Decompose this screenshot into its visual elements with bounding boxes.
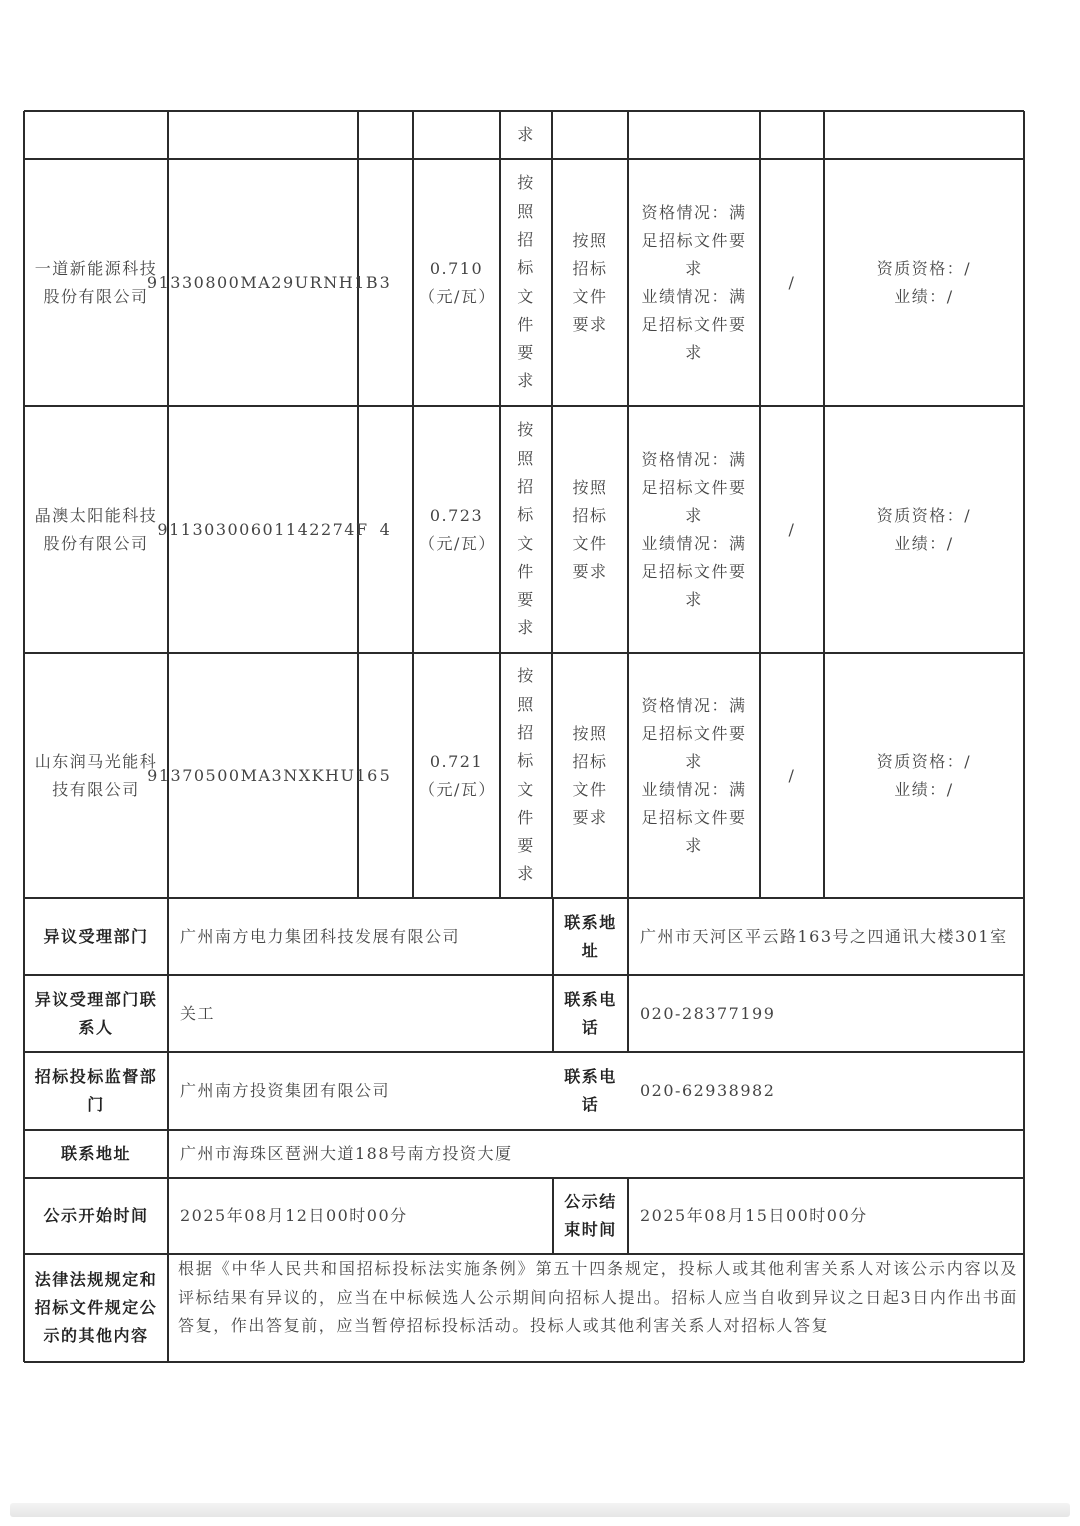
deviation-cell: [760, 653, 824, 898]
objection-contact-value: 关工: [180, 1003, 216, 1023]
price-unit: （元/瓦）: [419, 286, 496, 306]
rank-cell: [358, 159, 413, 406]
vertical-char: 标: [517, 505, 535, 525]
phone-value-1: 020-28377199: [640, 1003, 776, 1023]
company-name-text: 晶澳太阳能科技股份有限公司: [34, 505, 158, 553]
bid-price-cell: [413, 159, 500, 406]
business-response-cell: [500, 406, 552, 653]
phone-label-2: 联系电话: [564, 1067, 617, 1114]
objection-dept-value: 广州南方电力集团科技发展有限公司: [180, 926, 461, 946]
phone-label-1: 联系电话: [564, 989, 617, 1037]
business-response-cell: [500, 159, 552, 406]
qualification-status: 资格情况：满足招标文件要求: [641, 695, 747, 771]
end-time-value: 2025年08月15日00时00分: [640, 1206, 868, 1225]
credit-code-text: 91370500MA3NXKHU16: [147, 765, 379, 785]
rank-cell: [358, 653, 413, 898]
bid-result-table: [24, 111, 1024, 1362]
vertical-char: 件: [517, 561, 535, 581]
technical-response-cell: [552, 159, 628, 406]
start-time-label: 公示开始时间: [43, 1206, 149, 1225]
objection-dept-label: 异议受理部门: [43, 926, 149, 946]
deviation-text: /: [788, 765, 796, 785]
deviation-text: /: [788, 519, 796, 539]
deviation-cell: [760, 159, 824, 406]
price-value: 0.710: [429, 258, 484, 278]
vertical-char: 要: [517, 343, 535, 363]
contact-address-value: 广州市天河区平云路163号之四通讯大楼301室: [640, 926, 1008, 946]
vertical-char: 件: [517, 314, 535, 334]
vertical-char: 求: [517, 618, 535, 638]
credit-code-cell: [146, 159, 380, 406]
performance-status: 业绩情况：满足招标文件要求: [641, 779, 747, 855]
credit-code-cell: [147, 653, 379, 898]
certification-cell: [824, 653, 1024, 898]
legal-text: 根据《中华人民共和国招标投标法实施条例》第五十四条规定，投标人或其他利害关系人对该公示内容以及评标结果有异议的，应当在中标候选人公示期间向招标人提出。招标人应当自收到异议之日起3日内作出书面答复，作出答复前，应当暂停招标投标活动。投标人或其他利害关系人对招标人答复: [178, 1259, 1018, 1335]
certification-cell: [824, 406, 1024, 653]
address2-label: 联系地址: [60, 1144, 131, 1163]
technical-response-text: 按照招标文件要求: [572, 477, 608, 581]
rank-text: 5: [379, 765, 392, 785]
performance-status: 业绩情况：满足招标文件要求: [641, 533, 747, 609]
qualification-review-cell: [628, 653, 760, 898]
deviation-cell: [760, 406, 824, 653]
vertical-char: 要: [517, 590, 535, 610]
price-unit: （元/瓦）: [419, 533, 496, 553]
deviation-text: /: [788, 272, 796, 292]
vertical-char: 照: [517, 201, 535, 221]
technical-response-text: 按照招标文件要求: [572, 723, 608, 827]
cert-performance: 业绩：/: [894, 779, 954, 799]
vertical-char: 件: [517, 807, 535, 827]
bid-price-cell: [413, 653, 500, 898]
vertical-char: 文: [517, 533, 535, 553]
technical-response-cell: [552, 653, 628, 898]
credit-code-text: 91330800MA29URNH1B: [146, 272, 380, 292]
qualification-status: 资格情况：满足招标文件要求: [641, 202, 747, 278]
vertical-char: 招: [517, 722, 535, 742]
header-tail-text: 求: [517, 125, 535, 144]
objection-contact-label: 异议受理部门联系人: [34, 989, 158, 1037]
vertical-char: 照: [517, 448, 535, 468]
vertical-char: 照: [517, 694, 535, 714]
company-name-cell: [24, 406, 168, 653]
business-response-cell: [500, 653, 552, 898]
start-time-value: 2025年08月12日00时00分: [180, 1206, 408, 1225]
performance-status: 业绩情况：满足招标文件要求: [641, 286, 747, 362]
vertical-char: 求: [517, 864, 535, 884]
cert-performance: 业绩：/: [894, 533, 954, 553]
price-value: 0.721: [429, 751, 484, 771]
rank-text: 3: [379, 272, 392, 292]
credit-code-text: 91130300601142274F: [157, 519, 369, 539]
vertical-char: 按: [517, 173, 535, 193]
price-unit: （元/瓦）: [419, 779, 496, 799]
phone-value-2: 020-62938982: [640, 1081, 776, 1100]
technical-response-text: 按照招标文件要求: [572, 230, 608, 334]
certification-cell: [824, 159, 1024, 406]
cert-performance: 业绩：/: [894, 286, 954, 306]
address2-value: 广州市海珠区琶洲大道188号南方投资大厦: [180, 1144, 513, 1163]
vertical-char: 按: [517, 666, 535, 686]
rank-text: 4: [379, 519, 392, 539]
supervision-dept-label: 招标投标监督部门: [34, 1067, 158, 1114]
vertical-char: 招: [517, 476, 535, 496]
qualification-review-cell: [628, 406, 760, 653]
vertical-char: 要: [517, 836, 535, 856]
vertical-char: 标: [517, 258, 535, 278]
vertical-char: 按: [517, 420, 535, 440]
rank-cell: [358, 406, 413, 653]
price-value: 0.723: [429, 505, 484, 525]
qualification-status: 资格情况：满足招标文件要求: [641, 449, 747, 525]
vertical-char: 标: [517, 751, 535, 771]
end-time-label: 公示结束时间: [564, 1192, 617, 1239]
contact-address-label: 联系地址: [564, 912, 617, 960]
vertical-char: 文: [517, 779, 535, 799]
cert-qualification: 资质资格：/: [876, 258, 972, 278]
supervision-dept-value: 广州南方投资集团有限公司: [180, 1081, 391, 1100]
cert-qualification: 资质资格：/: [876, 505, 972, 525]
bid-price-cell: [413, 406, 500, 653]
header-tail-cell: [500, 111, 552, 159]
company-name-text: 一道新能源科技股份有限公司: [34, 258, 158, 306]
cert-qualification: 资质资格：/: [876, 751, 972, 771]
vertical-char: 求: [517, 371, 535, 391]
company-name-text: 山东润马光能科技有限公司: [34, 751, 158, 799]
page-bottom-edge: [10, 1503, 1070, 1517]
qualification-review-cell: [628, 159, 760, 406]
technical-response-cell: [552, 406, 628, 653]
credit-code-cell: [157, 406, 369, 653]
vertical-char: 文: [517, 286, 535, 306]
vertical-char: 招: [517, 229, 535, 249]
legal-label: 法律法规规定和招标文件规定公示的其他内容: [34, 1270, 158, 1345]
